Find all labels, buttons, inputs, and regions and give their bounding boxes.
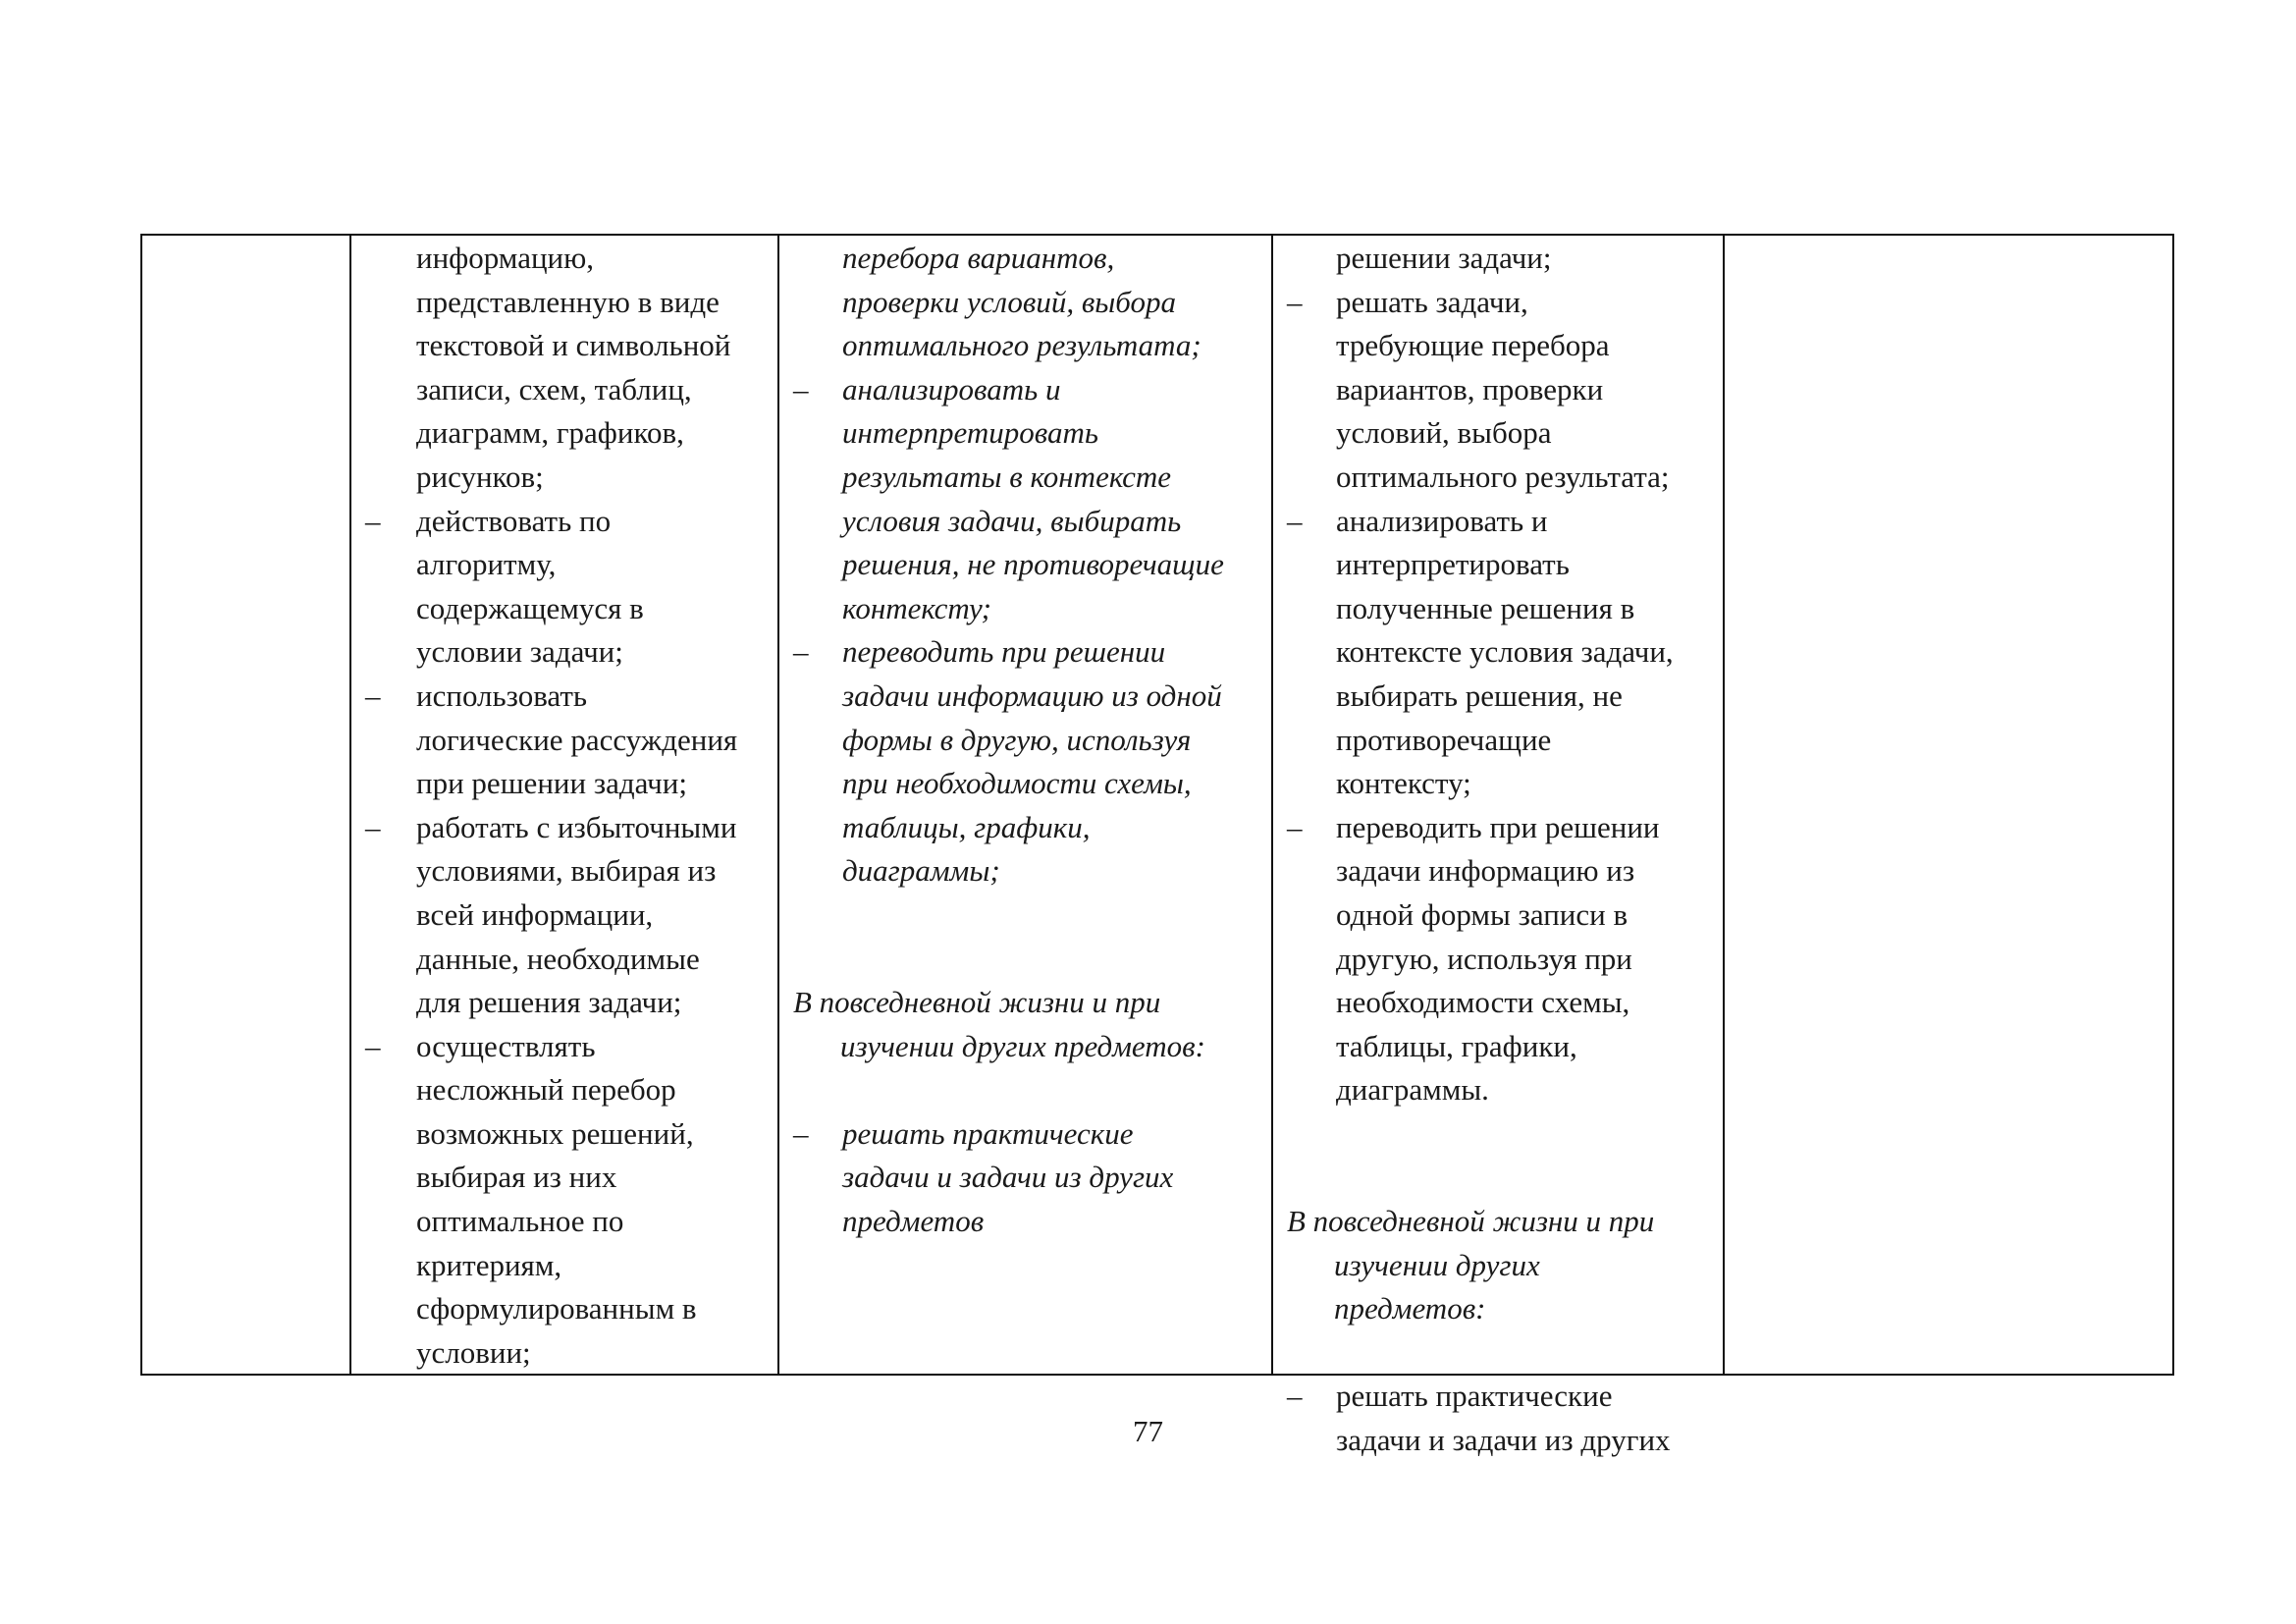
list-dash: – [365, 677, 381, 713]
list-dash: – [1287, 284, 1303, 319]
list-dash: – [1287, 503, 1303, 538]
list-dash: – [793, 1115, 809, 1151]
cell-continuation-text: информацию, представленную в виде текстовой и символьной записи, схем, таблиц, диаграмм, графиков, рисунков; [416, 241, 731, 494]
list-item [351, 675, 777, 806]
list-item-text: решать практические задачи и задачи из других [1336, 1379, 1671, 1458]
list-item [779, 630, 1271, 893]
list-item [779, 368, 1271, 631]
page-number: 77 [1133, 1414, 1163, 1448]
list-item [351, 806, 777, 1025]
cell-continuation-text: перебора вариантов, проверки условий, выбора оптимального результата; [842, 241, 1201, 363]
section-heading-line: изучении других предметов: [840, 1028, 1205, 1063]
list-dash: – [365, 809, 381, 844]
list-item-text: переводить при решении задачи информацию из одной формы записи в другую, используя при необходимости схемы, таблицы, графики, диаграммы. [1336, 809, 1660, 1108]
list-item [351, 1025, 777, 1376]
list-item-text: решать практические задачи и задачи из других предметов [842, 1115, 1174, 1239]
list-dash: – [793, 371, 809, 406]
table-cell-basic-level [351, 236, 779, 1374]
section-heading-line: В повседневной жизни и при [793, 985, 1161, 1020]
table-cell-advanced-level [1273, 236, 1725, 1458]
list-dash: – [793, 634, 809, 670]
section-heading-line: В повседневной жизни и при [1287, 1204, 1655, 1239]
list-item [1273, 500, 1723, 806]
spacer [779, 893, 1271, 938]
list-item-text: анализировать и интерпретировать полученные решения в контексте условия задачи, выбирать решения, не противоречащие контексту; [1336, 503, 1674, 801]
list-dash: – [1287, 1379, 1303, 1414]
cell-continuation-text: решении задачи; [1336, 241, 1552, 275]
list-item-text: действовать по алгоритму, содержащемуся в условии задачи; [416, 503, 644, 670]
list-dash: – [365, 503, 381, 538]
table-cell-empty-left [142, 236, 351, 1374]
section-heading [1273, 1156, 1723, 1375]
list-item [779, 1112, 1271, 1244]
list-item-text: осуществлять несложный перебор возможных решений, выбирая из них оптимальное по критериям, сформулированным в условии; [416, 1028, 697, 1370]
list-item [1273, 806, 1723, 1112]
spacer [1273, 1112, 1723, 1157]
list-item-text: использовать логические рассуждения при решении задачи; [416, 677, 738, 801]
table-cell-empty-right [1725, 236, 2172, 1374]
section-heading [779, 938, 1271, 1112]
list-item-text: работать с избыточными условиями, выбирая из всей информации, данные, необходимые для решения задачи; [416, 809, 737, 1020]
list-item-text: анализировать и интерпретировать результаты в контексте условия задачи, выбирать решения, не противоречащие контексту; [842, 371, 1224, 625]
section-heading-line: изучении других предметов: [1334, 1247, 1540, 1326]
table-cell-basic-level-italic [779, 236, 1273, 1374]
list-dash: – [1287, 809, 1303, 844]
list-item [1273, 281, 1723, 500]
list-item-text: решать задачи, требующие перебора вариантов, проверки условий, выбора оптимального результата; [1336, 284, 1670, 494]
list-item [351, 500, 777, 675]
list-dash: – [365, 1028, 381, 1063]
list-item-text: переводить при решении задачи информацию из одной формы в другую, используя при необходимости схемы, таблицы, графики, диаграммы; [842, 634, 1222, 889]
